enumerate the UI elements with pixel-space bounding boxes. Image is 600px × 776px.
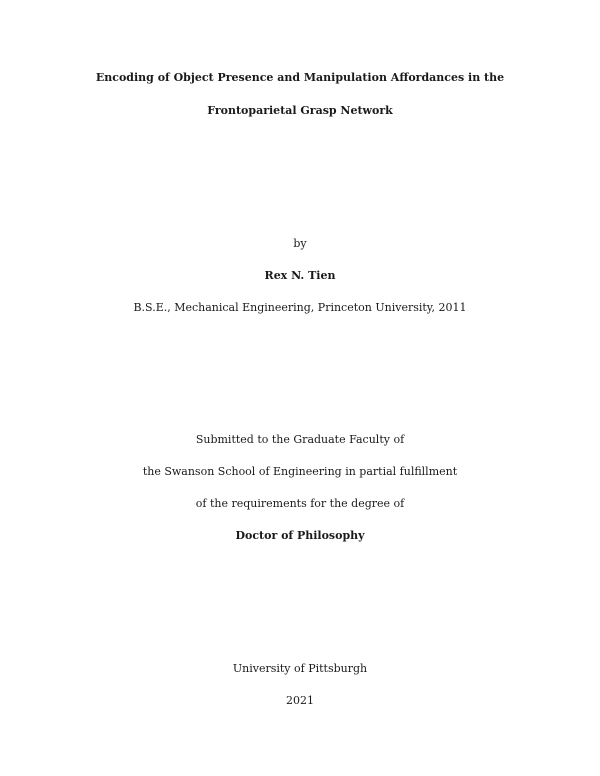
university-name: University of Pittsburgh [232,662,368,675]
degree-name: Doctor of Philosophy [235,529,365,542]
year: 2021 [286,694,314,707]
by-label: by [293,237,307,250]
prior-degree: B.S.E., Mechanical Engineering, Princeton University, 2011 [133,301,467,314]
submission-line-3: of the requirements for the degree of [195,497,405,510]
thesis-title-line-2: Frontoparietal Grasp Network [207,104,393,117]
thesis-title-line-1: Encoding of Object Presence and Manipulation Affordances in the [95,71,505,84]
author-name: Rex N. Tien [264,269,336,282]
submission-line-2: the Swanson School of Engineering in partial fulfillment [142,465,458,478]
submission-line-1: Submitted to the Graduate Faculty of [195,433,405,446]
